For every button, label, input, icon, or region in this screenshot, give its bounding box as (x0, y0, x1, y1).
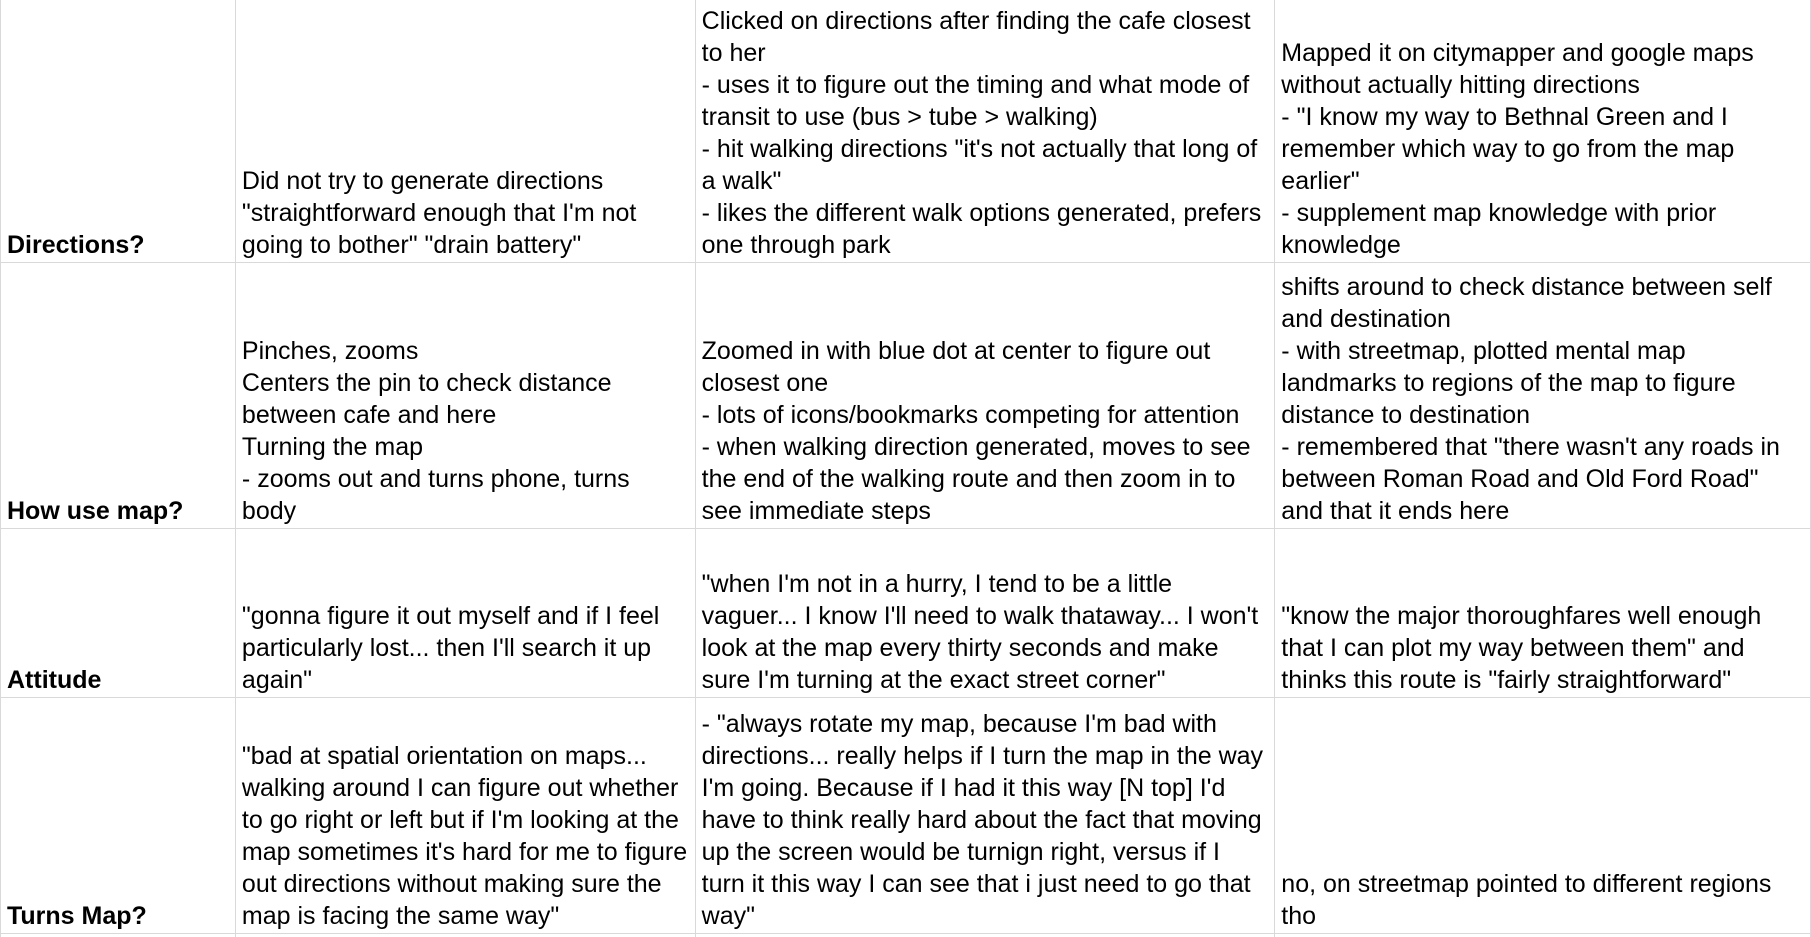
cell-directions-participant-3[interactable]: Mapped it on citymapper and google maps without actually hitting directions - "I know my way to Bethnal Green and I remember which way to go from the map earlier" - supplement map knowledge with prior knowledge (1275, 0, 1811, 263)
row-label-turns-map[interactable]: Turns Map? (1, 698, 236, 934)
cell-directions-participant-1[interactable]: Did not try to generate directions "straightforward enough that I'm not going to bother" "drain battery" (235, 0, 695, 263)
row-label-attitude[interactable]: Attitude (1, 529, 236, 698)
cell-attitude-participant-1[interactable]: "gonna figure it out myself and if I feel particularly lost... then I'll search it up again" (235, 529, 695, 698)
cell-how-use-map-participant-2[interactable]: Zoomed in with blue dot at center to figure out closest one - lots of icons/bookmarks competing for attention - when walking direction generated, moves to see the end of the walking route and then zoom in to see immediate steps (695, 263, 1275, 529)
empty-cell[interactable] (235, 934, 695, 937)
table-row-turns-map (1, 698, 1811, 934)
table-row-attitude (1, 529, 1811, 698)
table-row-empty (1, 934, 1811, 937)
cell-attitude-participant-2[interactable]: "when I'm not in a hurry, I tend to be a little vaguer... I know I'll need to walk thataway... I won't look at the map every thirty seconds and make sure I'm turning at the exact street corner" (695, 529, 1275, 698)
cell-how-use-map-participant-3[interactable]: shifts around to check distance between self and destination - with streetmap, plotted mental map landmarks to regions of the map to figure distance to destination - remembered that "there wasn't any roads in between Roman Road and Old Ford Road" and that it ends here (1275, 263, 1811, 529)
row-label-how-use-map[interactable]: How use map? (1, 263, 236, 529)
empty-cell[interactable] (1, 934, 236, 937)
empty-cell[interactable] (695, 934, 1275, 937)
cell-directions-participant-2[interactable]: Clicked on directions after finding the cafe closest to her - uses it to figure out the timing and what mode of transit to use (bus > tube > walking) - hit walking directions "it's not actually that long of a walk" - likes the different walk options generated, prefers one through park (695, 0, 1275, 263)
table-row-how-use-map (1, 263, 1811, 529)
cell-turns-map-participant-3[interactable]: no, on streetmap pointed to different regions tho (1275, 698, 1811, 934)
table-row-directions (1, 0, 1811, 263)
empty-cell[interactable] (1275, 934, 1811, 937)
cell-turns-map-participant-2[interactable]: - "always rotate my map, because I'm bad with directions... really helps if I turn the map in the way I'm going. Because if I had it this way [N top] I'd have to think really hard about the fact that moving up the screen would be turnign right, versus if I turn it this way I can see that i just need to go that way" (695, 698, 1275, 934)
cell-turns-map-participant-1[interactable]: "bad at spatial orientation on maps... walking around I can figure out whether to go right or left but if I'm looking at the map sometimes it's hard for me to figure out directions without making sure the map is facing the same way" (235, 698, 695, 934)
cell-how-use-map-participant-1[interactable]: Pinches, zooms Centers the pin to check distance between cafe and here Turning the map - zooms out and turns phone, turns body (235, 263, 695, 529)
cell-attitude-participant-3[interactable]: "know the major thoroughfares well enough that I can plot my way between them" and thinks this route is "fairly straightforward" (1275, 529, 1811, 698)
row-label-directions[interactable]: Directions? (1, 0, 236, 263)
